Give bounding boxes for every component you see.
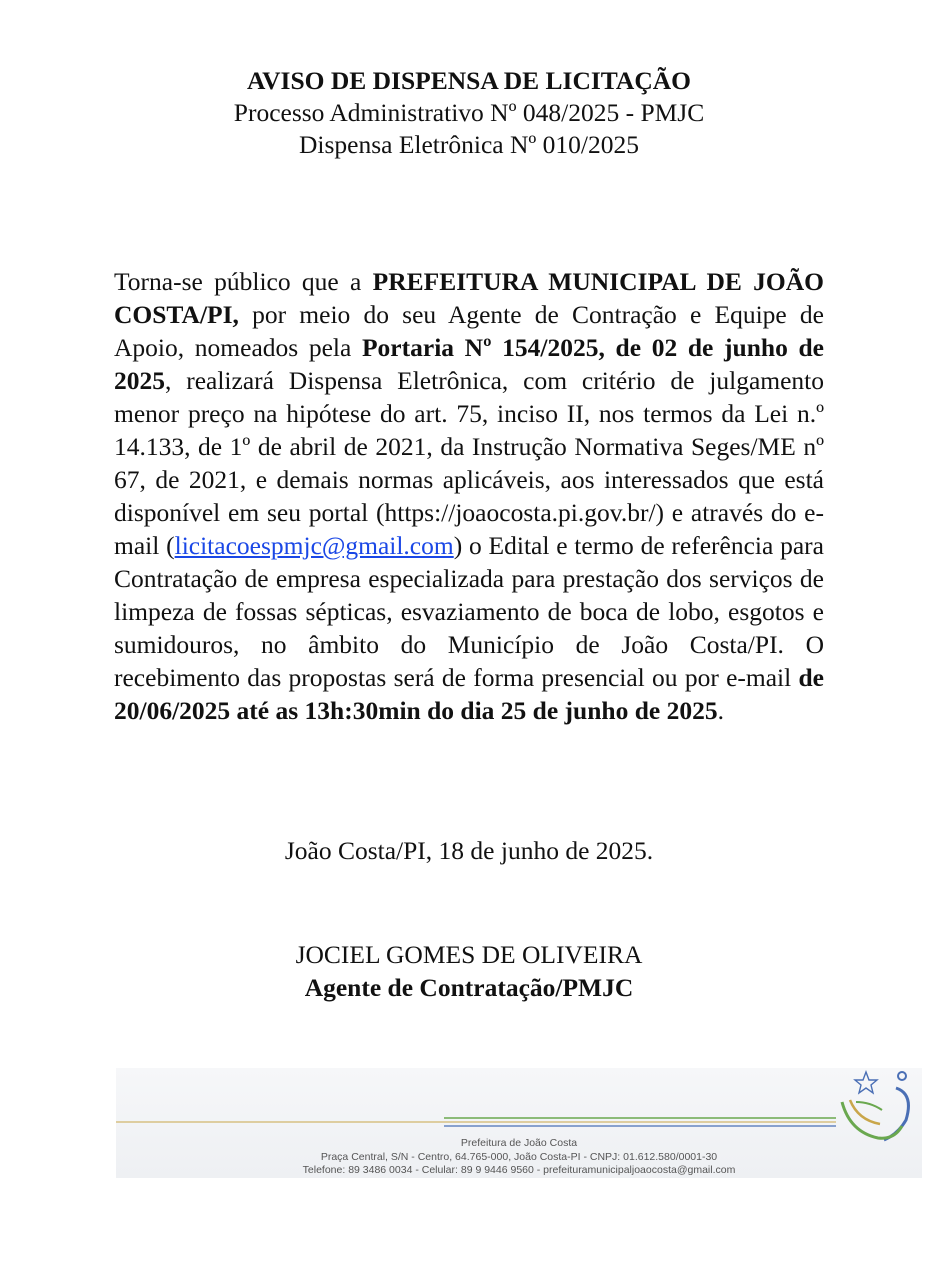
process-number: Processo Administrativo Nº 048/2025 - PMJC [233, 98, 705, 127]
document-header [0, 64, 938, 161]
body-text-3: , realizará Dispensa Eletrônica, com critério de julgamento menor preço na hipótese do art. 75, inciso II, nos termos da Lei n.º 14.133, de 1º de abril de 2021, da Instrução Normativa Seges/ME nº 67, de 2021, e demais normas aplicáveis, aos interessados que está disponível em seu portal (https://joaocosta.pi.gov.br/) e através do e-mail ( [114, 366, 824, 560]
municipal-logo-icon [836, 1062, 924, 1146]
body-bold-deadline: de 20/06/2025 até as 13h:30min do dia 25 de junho de 2025 [114, 663, 824, 725]
logo-figure-green [842, 1102, 902, 1138]
document-title: AVISO DE DISPENSA DE LICITAÇÃO [246, 66, 691, 95]
dateline: João Costa/PI, 18 de junho de 2025. [284, 836, 654, 865]
signatory-name: JOCIEL GOMES DE OLIVEIRA [295, 940, 643, 969]
footer-text [116, 1137, 922, 1178]
body-bold-prefeitura: PREFEITURA MUNICIPAL DE JOÃO COSTA/PI, [114, 267, 824, 329]
logo-figure-green-2 [856, 1102, 882, 1110]
footer-entity: Prefeitura de João Costa [460, 1137, 578, 1149]
body-text-4: ) o Edital e termo de referência para Contratação de empresa especializada para prestação dos serviços de limpeza de fossas sépticas, esvaziamento de boca de lobo, esgotos e sumidouros, no âmbito do Município de João Costa/PI. O recebimento das propostas será de forma presencial ou por e-mail [114, 531, 824, 692]
footer-contact: Telefone: 89 3486 0034 - Celular: 89 9 9446 9560 - prefeituramunicipaljoaocosta@gmail.com [302, 1164, 736, 1176]
body-text-1: Torna-se público que a [114, 267, 373, 296]
dispensa-number: Dispensa Eletrônica Nº 010/2025 [298, 130, 640, 159]
body-text-2: por meio do seu Agente de Contração e Equipe de Apoio, nomeados pela [114, 300, 824, 362]
email-link[interactable]: licitacoespmjc@gmail.com [174, 531, 454, 560]
footer-decorative-lines [116, 1108, 836, 1132]
logo-head-blue [898, 1072, 906, 1080]
footer-address: Praça Central, S/N - Centro, 64.765-000, João Costa-PI - CNPJ: 01.612.580/0001-30 [320, 1150, 718, 1163]
star-icon [855, 1072, 877, 1093]
signatory-role: Agente de Contratação/PMJC [304, 973, 634, 1002]
signature-block [0, 938, 938, 1004]
notice-body [114, 265, 824, 727]
body-bold-portaria: Portaria Nº 154/2025, de 02 de junho de 2025 [114, 333, 824, 395]
body-text-5: . [717, 696, 724, 725]
